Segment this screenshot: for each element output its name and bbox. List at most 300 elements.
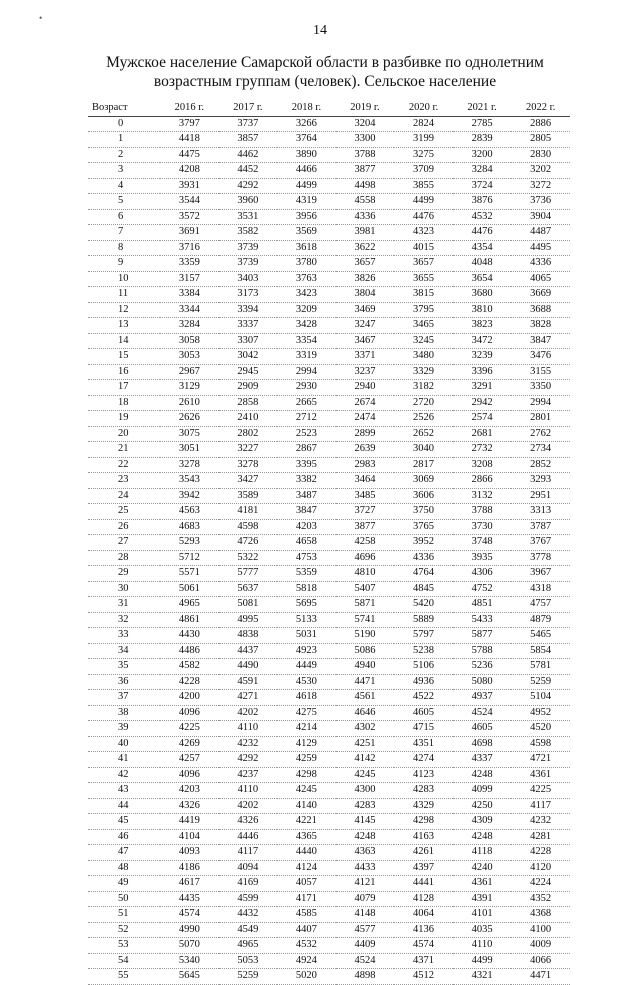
value-cell: 4532 [453, 209, 512, 225]
value-cell: 4561 [336, 690, 395, 706]
table-row [88, 907, 570, 923]
value-cell: 4726 [219, 535, 278, 551]
value-cell: 4462 [219, 147, 278, 163]
value-cell: 3069 [394, 473, 453, 489]
value-cell: 3657 [394, 256, 453, 272]
age-cell: 6 [88, 209, 160, 225]
value-cell: 4169 [219, 876, 278, 892]
value-cell: 4275 [277, 705, 336, 721]
value-cell: 3622 [336, 240, 395, 256]
value-cell: 3826 [336, 271, 395, 287]
table-row [88, 318, 570, 334]
value-cell: 4605 [394, 705, 453, 721]
value-cell: 2866 [453, 473, 512, 489]
table-row [88, 364, 570, 380]
value-cell: 3227 [219, 442, 278, 458]
age-cell: 8 [88, 240, 160, 256]
table-row [88, 287, 570, 303]
age-cell: 53 [88, 938, 160, 954]
value-cell: 5712 [160, 550, 219, 566]
value-cell: 3618 [277, 240, 336, 256]
value-cell: 4599 [219, 891, 278, 907]
value-cell: 4258 [336, 535, 395, 551]
table-header-row [88, 101, 570, 116]
age-cell: 34 [88, 643, 160, 659]
value-cell: 3739 [219, 256, 278, 272]
age-cell: 36 [88, 674, 160, 690]
value-cell: 2805 [511, 132, 570, 148]
table-row [88, 457, 570, 473]
value-cell: 4336 [511, 256, 570, 272]
table-row [88, 891, 570, 907]
value-cell: 5777 [219, 566, 278, 582]
value-cell: 4495 [511, 240, 570, 256]
value-cell: 3569 [277, 225, 336, 241]
age-cell: 31 [88, 597, 160, 613]
value-cell: 5465 [511, 628, 570, 644]
table-row [88, 969, 570, 985]
value-cell: 3384 [160, 287, 219, 303]
table-row [88, 876, 570, 892]
age-cell: 55 [88, 969, 160, 985]
value-cell: 3960 [219, 194, 278, 210]
table-row [88, 426, 570, 442]
value-cell: 2867 [277, 442, 336, 458]
value-cell: 4499 [277, 178, 336, 194]
value-cell: 4522 [394, 690, 453, 706]
value-cell: 4093 [160, 845, 219, 861]
value-cell: 3655 [394, 271, 453, 287]
value-cell: 3967 [511, 566, 570, 582]
value-cell: 2652 [394, 426, 453, 442]
value-cell: 3042 [219, 349, 278, 365]
value-cell: 5637 [219, 581, 278, 597]
value-cell: 3051 [160, 442, 219, 458]
value-cell: 4240 [453, 860, 512, 876]
value-cell: 4306 [453, 566, 512, 582]
age-cell: 52 [88, 922, 160, 938]
value-cell: 3132 [453, 488, 512, 504]
value-cell: 4923 [277, 643, 336, 659]
value-cell: 4281 [511, 829, 570, 845]
value-cell: 4101 [453, 907, 512, 923]
value-cell: 4437 [219, 643, 278, 659]
age-cell: 2 [88, 147, 160, 163]
value-cell: 4577 [336, 922, 395, 938]
value-cell: 3350 [511, 380, 570, 396]
value-cell: 4605 [453, 721, 512, 737]
value-cell: 4120 [511, 860, 570, 876]
value-cell: 4250 [453, 798, 512, 814]
value-cell: 3572 [160, 209, 219, 225]
value-cell: 4248 [336, 829, 395, 845]
value-cell: 4936 [394, 674, 453, 690]
age-cell: 45 [88, 814, 160, 830]
age-cell: 11 [88, 287, 160, 303]
value-cell: 4318 [511, 581, 570, 597]
value-cell: 4309 [453, 814, 512, 830]
value-cell: 2526 [394, 411, 453, 427]
value-cell: 3173 [219, 287, 278, 303]
value-cell: 5818 [277, 581, 336, 597]
value-cell: 4225 [160, 721, 219, 737]
age-cell: 46 [88, 829, 160, 845]
value-cell: 5407 [336, 581, 395, 597]
value-cell: 5070 [160, 938, 219, 954]
value-cell: 2639 [336, 442, 395, 458]
value-cell: 5061 [160, 581, 219, 597]
value-cell: 3531 [219, 209, 278, 225]
value-cell: 2762 [511, 426, 570, 442]
age-cell: 49 [88, 876, 160, 892]
age-cell: 21 [88, 442, 160, 458]
value-cell: 4845 [394, 581, 453, 597]
value-cell: 4419 [160, 814, 219, 830]
value-cell: 4574 [160, 907, 219, 923]
age-cell: 30 [88, 581, 160, 597]
table-row [88, 736, 570, 752]
value-cell: 4924 [277, 953, 336, 969]
age-cell: 20 [88, 426, 160, 442]
age-cell: 26 [88, 519, 160, 535]
value-cell: 4585 [277, 907, 336, 923]
value-cell: 3931 [160, 178, 219, 194]
value-cell: 3157 [160, 271, 219, 287]
value-cell: 2994 [511, 395, 570, 411]
value-cell: 3307 [219, 333, 278, 349]
value-cell: 2626 [160, 411, 219, 427]
age-cell: 54 [88, 953, 160, 969]
table-row [88, 783, 570, 799]
value-cell: 4202 [219, 798, 278, 814]
value-cell: 4271 [219, 690, 278, 706]
age-cell: 47 [88, 845, 160, 861]
table-row [88, 240, 570, 256]
value-cell: 4292 [219, 752, 278, 768]
value-cell: 4433 [336, 860, 395, 876]
table-row [88, 597, 570, 613]
value-cell: 5053 [219, 953, 278, 969]
value-cell: 3847 [277, 504, 336, 520]
value-cell: 4096 [160, 705, 219, 721]
value-cell: 3403 [219, 271, 278, 287]
value-cell: 4121 [336, 876, 395, 892]
value-cell: 5340 [160, 953, 219, 969]
value-cell: 4110 [219, 721, 278, 737]
value-cell: 3847 [511, 333, 570, 349]
table-row [88, 380, 570, 396]
value-cell: 3464 [336, 473, 395, 489]
value-cell: 4937 [453, 690, 512, 706]
value-cell: 5571 [160, 566, 219, 582]
value-cell: 3657 [336, 256, 395, 272]
table-row [88, 566, 570, 582]
value-cell: 4598 [219, 519, 278, 535]
value-cell: 5106 [394, 659, 453, 675]
value-cell: 4466 [277, 163, 336, 179]
value-cell: 5322 [219, 550, 278, 566]
value-cell: 4487 [511, 225, 570, 241]
value-cell: 4228 [511, 845, 570, 861]
value-cell: 3359 [160, 256, 219, 272]
value-cell: 3476 [511, 349, 570, 365]
value-cell: 3247 [336, 318, 395, 334]
value-cell: 4952 [511, 705, 570, 721]
page-title [90, 53, 560, 91]
value-cell: 3284 [160, 318, 219, 334]
value-cell: 4171 [277, 891, 336, 907]
value-cell: 4363 [336, 845, 395, 861]
age-cell: 27 [88, 535, 160, 551]
age-cell: 42 [88, 767, 160, 783]
title-line-2: возрастным группам (человек). Сельское население [153, 73, 497, 90]
value-cell: 3727 [336, 504, 395, 520]
value-cell: 5788 [453, 643, 512, 659]
value-cell: 2830 [511, 147, 570, 163]
value-cell: 2839 [453, 132, 512, 148]
value-cell: 4129 [277, 736, 336, 752]
value-cell: 4245 [277, 783, 336, 799]
value-cell: 3763 [277, 271, 336, 287]
value-cell: 3278 [160, 457, 219, 473]
value-cell: 3272 [511, 178, 570, 194]
value-cell: 4646 [336, 705, 395, 721]
value-cell: 3058 [160, 333, 219, 349]
value-cell: 2712 [277, 411, 336, 427]
value-cell: 4499 [394, 194, 453, 210]
value-cell: 3469 [336, 302, 395, 318]
value-cell: 4990 [160, 922, 219, 938]
header-year: 2020 г. [394, 101, 453, 116]
table-row [88, 504, 570, 520]
value-cell: 3266 [277, 116, 336, 132]
table-row [88, 829, 570, 845]
value-cell: 4048 [453, 256, 512, 272]
value-cell: 5871 [336, 597, 395, 613]
value-cell: 2967 [160, 364, 219, 380]
age-cell: 40 [88, 736, 160, 752]
value-cell: 4283 [336, 798, 395, 814]
value-cell: 5854 [511, 643, 570, 659]
value-cell: 3329 [394, 364, 453, 380]
value-cell: 3815 [394, 287, 453, 303]
value-cell: 4440 [277, 845, 336, 861]
value-cell: 3382 [277, 473, 336, 489]
table-row [88, 488, 570, 504]
value-cell: 4100 [511, 922, 570, 938]
age-cell: 25 [88, 504, 160, 520]
header-year: 2019 г. [336, 101, 395, 116]
value-cell: 4435 [160, 891, 219, 907]
value-cell: 3543 [160, 473, 219, 489]
value-cell: 4124 [277, 860, 336, 876]
value-cell: 4228 [160, 674, 219, 690]
value-cell: 4329 [394, 798, 453, 814]
value-cell: 4326 [219, 814, 278, 830]
value-cell: 4336 [394, 550, 453, 566]
value-cell: 5080 [453, 674, 512, 690]
value-cell: 3904 [511, 209, 570, 225]
value-cell: 3278 [219, 457, 278, 473]
value-cell: 4476 [453, 225, 512, 241]
value-cell: 3284 [453, 163, 512, 179]
value-cell: 3395 [277, 457, 336, 473]
value-cell: 3209 [277, 302, 336, 318]
value-cell: 4838 [219, 628, 278, 644]
value-cell: 4104 [160, 829, 219, 845]
value-cell: 4099 [453, 783, 512, 799]
value-cell: 5190 [336, 628, 395, 644]
value-cell: 4520 [511, 721, 570, 737]
table-body [88, 116, 570, 984]
table-row [88, 721, 570, 737]
header-year: 2022 г. [511, 101, 570, 116]
table-row [88, 860, 570, 876]
value-cell: 4409 [336, 938, 395, 954]
value-cell: 4248 [453, 767, 512, 783]
value-cell: 4715 [394, 721, 453, 737]
value-cell: 5359 [277, 566, 336, 582]
table-row [88, 550, 570, 566]
age-cell: 35 [88, 659, 160, 675]
table-row [88, 938, 570, 954]
value-cell: 2474 [336, 411, 395, 427]
value-cell: 4203 [160, 783, 219, 799]
value-cell: 5236 [453, 659, 512, 675]
age-cell: 3 [88, 163, 160, 179]
value-cell: 3788 [336, 147, 395, 163]
value-cell: 3053 [160, 349, 219, 365]
value-cell: 3654 [453, 271, 512, 287]
value-cell: 4274 [394, 752, 453, 768]
value-cell: 4441 [394, 876, 453, 892]
value-cell: 4352 [511, 891, 570, 907]
value-cell: 4499 [453, 953, 512, 969]
value-cell: 2983 [336, 457, 395, 473]
value-cell: 3787 [511, 519, 570, 535]
value-cell: 4430 [160, 628, 219, 644]
value-cell: 3182 [394, 380, 453, 396]
value-cell: 3935 [453, 550, 512, 566]
value-cell: 4407 [277, 922, 336, 938]
value-cell: 3748 [453, 535, 512, 551]
value-cell: 4696 [336, 550, 395, 566]
value-cell: 4283 [394, 783, 453, 799]
table-row [88, 349, 570, 365]
value-cell: 4658 [277, 535, 336, 551]
age-cell: 4 [88, 178, 160, 194]
table-row [88, 225, 570, 241]
value-cell: 5086 [336, 643, 395, 659]
value-cell: 3669 [511, 287, 570, 303]
value-cell: 4498 [336, 178, 395, 194]
value-cell: 4618 [277, 690, 336, 706]
value-cell: 3823 [453, 318, 512, 334]
age-cell: 33 [88, 628, 160, 644]
value-cell: 4163 [394, 829, 453, 845]
value-cell: 3877 [336, 519, 395, 535]
value-cell: 4066 [511, 953, 570, 969]
table-row [88, 473, 570, 489]
value-cell: 4598 [511, 736, 570, 752]
value-cell: 3371 [336, 349, 395, 365]
value-cell: 4757 [511, 597, 570, 613]
value-cell: 3354 [277, 333, 336, 349]
value-cell: 4475 [160, 147, 219, 163]
value-cell: 5259 [511, 674, 570, 690]
age-cell: 5 [88, 194, 160, 210]
value-cell: 4446 [219, 829, 278, 845]
value-cell: 4321 [453, 969, 512, 985]
value-cell: 4361 [511, 767, 570, 783]
table-row [88, 922, 570, 938]
page-number: 14 [313, 23, 327, 38]
value-cell: 4361 [453, 876, 512, 892]
table-row [88, 690, 570, 706]
table-row [88, 116, 570, 132]
value-cell: 4148 [336, 907, 395, 923]
age-cell: 13 [88, 318, 160, 334]
value-cell: 4532 [277, 938, 336, 954]
value-cell: 4232 [219, 736, 278, 752]
value-cell: 3730 [453, 519, 512, 535]
value-cell: 4245 [336, 767, 395, 783]
table-row [88, 659, 570, 675]
value-cell: 3981 [336, 225, 395, 241]
value-cell: 4368 [511, 907, 570, 923]
table-row [88, 395, 570, 411]
table-row [88, 845, 570, 861]
value-cell: 4879 [511, 612, 570, 628]
header-age: Возраст [88, 101, 160, 116]
value-cell: 5877 [453, 628, 512, 644]
value-cell: 4096 [160, 767, 219, 783]
value-cell: 4965 [160, 597, 219, 613]
value-cell: 4995 [219, 612, 278, 628]
value-cell: 5081 [219, 597, 278, 613]
value-cell: 3208 [453, 457, 512, 473]
value-cell: 4512 [394, 969, 453, 985]
value-cell: 3155 [511, 364, 570, 380]
value-cell: 3855 [394, 178, 453, 194]
value-cell: 2732 [453, 442, 512, 458]
value-cell: 2574 [453, 411, 512, 427]
value-cell: 4563 [160, 504, 219, 520]
value-cell: 4079 [336, 891, 395, 907]
age-cell: 48 [88, 860, 160, 876]
table-row [88, 674, 570, 690]
value-cell: 3040 [394, 442, 453, 458]
value-cell: 4118 [453, 845, 512, 861]
table-row [88, 752, 570, 768]
table-row [88, 147, 570, 163]
value-cell: 3313 [511, 504, 570, 520]
value-cell: 4203 [277, 519, 336, 535]
value-cell: 5695 [277, 597, 336, 613]
value-cell: 3788 [453, 504, 512, 520]
table-row [88, 163, 570, 179]
value-cell: 5433 [453, 612, 512, 628]
value-cell: 3129 [160, 380, 219, 396]
value-cell: 2930 [277, 380, 336, 396]
value-cell: 4142 [336, 752, 395, 768]
value-cell: 4810 [336, 566, 395, 582]
value-cell: 4337 [453, 752, 512, 768]
value-cell: 3480 [394, 349, 453, 365]
value-cell: 2734 [511, 442, 570, 458]
table-row [88, 798, 570, 814]
value-cell: 4128 [394, 891, 453, 907]
